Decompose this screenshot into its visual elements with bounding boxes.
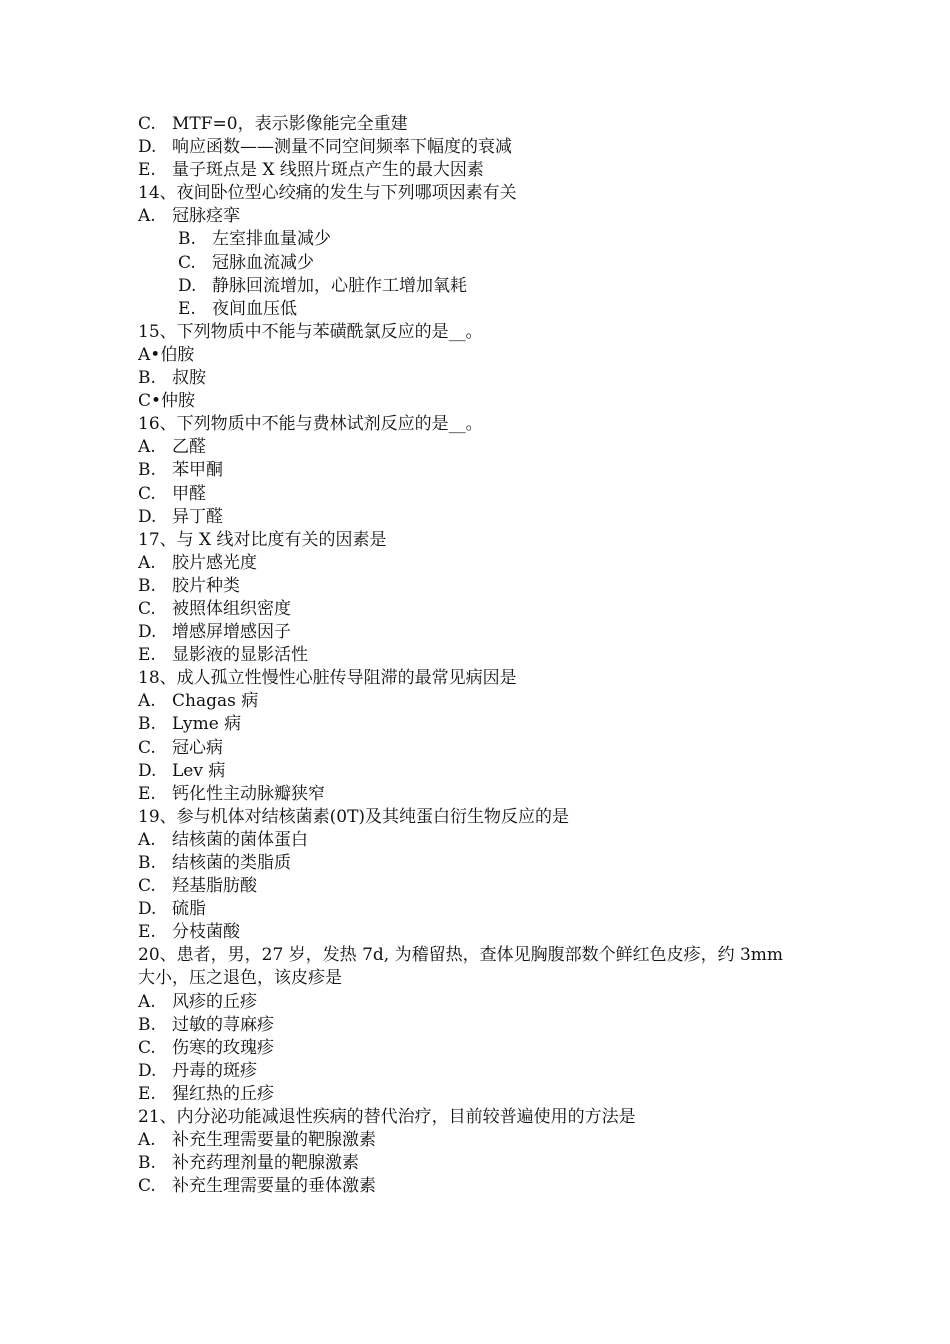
option-line xyxy=(138,367,798,390)
option-line xyxy=(138,921,798,944)
option-text: 被照体组织密度 xyxy=(172,598,291,619)
option-label: E. xyxy=(138,1083,156,1104)
option-label: D. xyxy=(138,137,157,158)
option-line xyxy=(138,136,798,159)
question-text: 19、参与机体对结核菌素(0T)及其纯蛋白衍生物反应的是 xyxy=(138,806,570,827)
option-label: B. xyxy=(138,368,156,389)
option-line xyxy=(138,436,798,459)
option-label: A. xyxy=(138,437,156,458)
option-label: E. xyxy=(138,783,156,804)
option-text: 仲胺 xyxy=(161,391,196,412)
option-text: 羟基脂肪酸 xyxy=(172,876,257,897)
option-text: 结核菌的菌体蛋白 xyxy=(172,829,308,850)
option-line xyxy=(138,575,798,598)
option-label: C. xyxy=(138,737,156,758)
question-17 xyxy=(138,529,798,552)
option-line xyxy=(138,159,798,182)
option-line xyxy=(138,875,798,898)
question-21 xyxy=(138,1106,798,1129)
option-label: A• xyxy=(138,344,161,365)
option-label: E. xyxy=(138,160,156,181)
option-label: A. xyxy=(138,552,156,573)
option-line xyxy=(138,737,798,760)
option-text: Lev 病 xyxy=(172,760,226,781)
option-text: 甲醛 xyxy=(172,483,206,504)
option-text: 胶片种类 xyxy=(172,575,240,596)
option-line xyxy=(138,275,798,298)
option-text: 乙醛 xyxy=(172,437,206,458)
option-line xyxy=(138,1129,798,1152)
question-text: 17、与 X 线对比度有关的因素是 xyxy=(138,529,387,550)
option-text: 静脉回流增加，心脏作工增加氧耗 xyxy=(212,275,467,296)
option-line xyxy=(138,506,798,529)
option-line xyxy=(138,459,798,482)
question-text: 14、夜间卧位型心绞痛的发生与下列哪项因素有关 xyxy=(138,183,517,204)
option-line xyxy=(138,552,798,575)
option-label: C. xyxy=(138,114,156,134)
question-text: 21、内分泌功能减退性疾病的替代治疗，目前较普遍使用的方法是 xyxy=(138,1107,636,1128)
question-19 xyxy=(138,806,798,829)
option-label: C• xyxy=(138,391,162,412)
option-text: 丹毒的斑疹 xyxy=(172,1060,257,1081)
option-text: 苯甲酮 xyxy=(172,460,223,481)
option-text: 伤寒的玫瑰疹 xyxy=(172,1037,274,1058)
option-text: 夜间血压低 xyxy=(212,298,297,319)
option-label: B. xyxy=(138,853,156,873)
option-line xyxy=(138,621,798,644)
option-text: 增感屏增感因子 xyxy=(172,622,291,643)
option-label: B. xyxy=(138,1153,156,1174)
option-text: 冠脉痉挛 xyxy=(172,206,240,227)
option-line xyxy=(138,344,798,367)
option-text: 钙化性主动脉瓣狭窄 xyxy=(172,783,325,804)
question-18 xyxy=(138,667,798,690)
question-text: 16、下列物质中不能与费林试剂反应的是__。 xyxy=(138,414,483,435)
option-label: C. xyxy=(138,876,156,897)
option-line xyxy=(138,644,798,667)
question-list xyxy=(138,113,798,1198)
option-label: E. xyxy=(178,298,196,319)
question-16 xyxy=(138,413,798,436)
option-label: D. xyxy=(138,506,157,527)
question-text: 18、成人孤立性慢性心脏传导阻滞的最常见病因是 xyxy=(138,668,517,689)
option-label: A. xyxy=(138,991,156,1012)
option-text: 猩红热的丘疹 xyxy=(172,1083,274,1104)
option-label: B. xyxy=(138,1014,156,1035)
option-label: D. xyxy=(138,899,157,920)
option-line xyxy=(138,252,798,275)
option-text: 补充药理剂量的靶腺激素 xyxy=(172,1153,359,1174)
option-text: 量子斑点是 X 线照片斑点产生的最大因素 xyxy=(172,160,484,181)
option-line xyxy=(138,1060,798,1083)
option-text: 补充生理需要量的垂体激素 xyxy=(172,1176,376,1197)
question-14 xyxy=(138,182,798,205)
option-text: 结核菌的类脂质 xyxy=(172,853,291,873)
option-text: 冠心病 xyxy=(172,737,223,758)
option-label: A. xyxy=(138,691,156,712)
option-text: 叔胺 xyxy=(172,368,206,389)
option-label: B. xyxy=(178,229,196,250)
option-line xyxy=(138,991,798,1014)
question-20 xyxy=(138,944,798,990)
option-line xyxy=(138,690,798,713)
option-text: Chagas 病 xyxy=(172,691,259,712)
option-line xyxy=(138,829,798,852)
option-text: 风疹的丘疹 xyxy=(172,991,257,1012)
option-label: B. xyxy=(138,714,156,735)
option-line xyxy=(138,113,798,136)
question-text: 20、患者，男，27 岁，发热 7d, 为稽留热，查体见胸腹部数个鲜红色皮疹，约 3mm 大小，压之退色，该皮疹是 xyxy=(138,945,784,989)
option-label: C. xyxy=(138,598,156,619)
option-label: D. xyxy=(138,1060,157,1081)
option-text: 冠脉血流减少 xyxy=(212,252,314,273)
option-line xyxy=(138,1083,798,1106)
option-label: C. xyxy=(178,252,196,273)
option-line xyxy=(138,760,798,783)
option-text: 分枝菌酸 xyxy=(172,922,240,943)
option-line xyxy=(138,483,798,506)
question-15 xyxy=(138,321,798,344)
option-text: 硫脂 xyxy=(172,899,206,920)
option-label: B. xyxy=(138,575,156,596)
option-line xyxy=(138,898,798,921)
option-label: E. xyxy=(138,645,156,666)
option-text: 过敏的荨麻疹 xyxy=(172,1014,274,1035)
option-line xyxy=(138,1037,798,1060)
option-label: C. xyxy=(138,1176,156,1197)
option-label: D. xyxy=(138,760,157,781)
option-text: 左室排血量减少 xyxy=(212,229,331,250)
option-label: C. xyxy=(138,1037,156,1058)
option-label: C. xyxy=(138,483,156,504)
question-text: 15、下列物质中不能与苯磺酰氯反应的是__。 xyxy=(138,321,483,342)
option-line xyxy=(138,298,798,321)
option-line xyxy=(138,713,798,736)
option-text: 异丁醛 xyxy=(172,506,223,527)
option-text: 显影液的显影活性 xyxy=(172,645,308,666)
option-line xyxy=(138,1152,798,1175)
option-line xyxy=(138,598,798,621)
option-line xyxy=(138,852,798,875)
option-label: A. xyxy=(138,1130,156,1151)
option-line xyxy=(138,228,798,251)
option-text: 胶片感光度 xyxy=(172,552,257,573)
option-text: Lyme 病 xyxy=(172,714,242,735)
option-label: D. xyxy=(178,275,197,296)
option-text: 伯胺 xyxy=(160,344,195,365)
option-line xyxy=(138,783,798,806)
option-label: D. xyxy=(138,622,157,643)
option-label: A. xyxy=(138,829,156,850)
option-text: 补充生理需要量的靶腺激素 xyxy=(172,1130,376,1151)
option-line xyxy=(138,205,798,228)
option-line xyxy=(138,1175,798,1198)
option-label: E. xyxy=(138,922,156,943)
option-text: MTF=0，表示影像能完全重建 xyxy=(172,114,408,134)
option-line xyxy=(138,1014,798,1037)
option-label: A. xyxy=(138,206,156,227)
option-label: B. xyxy=(138,460,156,481)
option-text: 响应函数——测量不同空间频率下幅度的衰减 xyxy=(172,137,512,158)
option-line xyxy=(138,390,798,413)
